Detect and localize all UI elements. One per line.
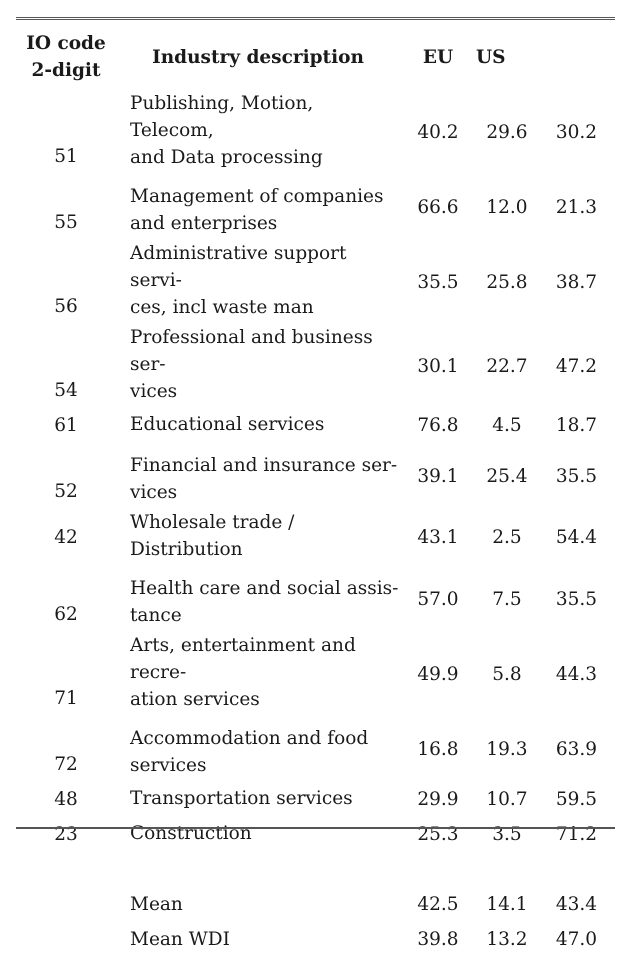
- header-other: [538, 24, 615, 90]
- industry-description-line1: Health care and social assis-: [130, 578, 399, 599]
- summary-row: [16, 922, 615, 957]
- us-value-cell: 29.6: [486, 121, 528, 143]
- io-code-cell: 56: [54, 296, 78, 317]
- spacer-cell: [16, 852, 116, 887]
- industry-description-line1: Transportation services: [130, 787, 353, 809]
- spacer-cell: [400, 852, 476, 887]
- industry-description-line1: Accommodation and food: [130, 728, 369, 749]
- table-row: [16, 240, 615, 324]
- table-bottom-rule: [16, 827, 615, 829]
- us-value-cell: 22.7: [486, 355, 528, 377]
- eu-value-cell: 35.5: [417, 271, 459, 293]
- industry-description-line1: Administrative support servi-: [130, 243, 347, 291]
- io-code-cell: 61: [54, 415, 78, 436]
- table-top-rule: [16, 17, 615, 20]
- industry-description-line1: Publishing, Motion, Telecom,: [130, 93, 314, 141]
- io-code-cell: 52: [54, 481, 78, 502]
- industry-table: [16, 24, 615, 957]
- industry-description-cell: [116, 240, 400, 324]
- io-code-cell: 51: [54, 146, 78, 167]
- industry-description-cell: [116, 566, 400, 632]
- table-row: [16, 782, 615, 817]
- industry-description-cell: [116, 509, 400, 566]
- eu-value-cell: 40.2: [417, 121, 459, 143]
- industry-description-cell: [116, 817, 400, 852]
- other-value-cell: 54.4: [555, 527, 598, 548]
- us-value-cell: 3.5: [492, 824, 522, 845]
- industry-description-line1: Management of companies: [130, 186, 384, 207]
- industry-description-line1: Wholesale trade / Distribution: [130, 512, 295, 560]
- industry-description-line2: and Data processing: [130, 147, 323, 168]
- other-value-cell: 71.2: [555, 824, 598, 845]
- other-value-cell: 38.7: [555, 271, 598, 293]
- table-row: [16, 443, 615, 509]
- spacer-row: [16, 852, 615, 887]
- other-value-cell: 35.5: [555, 465, 598, 487]
- spacer-cell: [116, 852, 400, 887]
- industry-description-line1: Arts, entertainment and recre-: [130, 635, 356, 683]
- industry-description-line1: Professional and business ser-: [130, 327, 373, 375]
- table-row: [16, 716, 615, 782]
- us-value-cell: 25.8: [486, 271, 528, 293]
- summary-other-value-cell: 43.4: [555, 894, 598, 915]
- industry-description-cell: [116, 90, 400, 174]
- header-io-code-line1: IO code: [26, 33, 106, 54]
- eu-value-cell: 43.1: [417, 527, 459, 548]
- other-value-cell: 59.5: [555, 789, 598, 810]
- io-code-cell: 62: [54, 604, 78, 625]
- us-value-cell: 25.4: [486, 465, 528, 487]
- summary-other-value-cell: 47.0: [555, 929, 598, 950]
- industry-description-cell: [116, 716, 400, 782]
- summary-label-cell: Mean: [130, 894, 183, 915]
- table-row: [16, 90, 615, 174]
- summary-eu-value-cell: 42.5: [417, 894, 459, 915]
- io-code-cell: 42: [54, 527, 78, 548]
- summary-us-value-cell: 13.2: [486, 929, 528, 950]
- industry-description-cell: [116, 324, 400, 408]
- summary-row: [16, 887, 615, 922]
- spacer-cell: [538, 852, 615, 887]
- header-eu: EU: [422, 46, 454, 68]
- industry-description-line2: and enterprises: [130, 213, 278, 234]
- header-us: US: [476, 46, 506, 68]
- table-row: [16, 817, 615, 852]
- eu-value-cell: 16.8: [417, 738, 459, 760]
- eu-value-cell: 57.0: [417, 588, 459, 610]
- table-row: [16, 632, 615, 716]
- eu-value-cell: 39.1: [417, 465, 459, 487]
- industry-description-line1: Construction: [130, 822, 252, 844]
- eu-value-cell: 66.6: [417, 196, 459, 218]
- table-row: [16, 324, 615, 408]
- table-row: [16, 174, 615, 240]
- industry-description-cell: [116, 782, 400, 817]
- table-row: [16, 566, 615, 632]
- io-code-cell: 48: [54, 789, 78, 810]
- eu-value-cell: 30.1: [417, 355, 459, 377]
- eu-value-cell: 76.8: [417, 415, 459, 436]
- us-value-cell: 10.7: [486, 789, 528, 810]
- io-code-cell: 55: [54, 212, 78, 233]
- summary-code-cell: [16, 887, 116, 922]
- eu-value-cell: 25.3: [417, 824, 459, 845]
- industry-description-line2: vices: [130, 482, 178, 503]
- io-code-cell: 23: [54, 824, 78, 845]
- industry-description-cell: [116, 632, 400, 716]
- io-code-cell: 54: [54, 380, 78, 401]
- spacer-cell: [476, 852, 538, 887]
- industry-description-line2: ces, incl waste man: [130, 297, 314, 318]
- summary-us-value-cell: 14.1: [486, 894, 528, 915]
- eu-value-cell: 49.9: [417, 663, 459, 685]
- other-value-cell: 30.2: [555, 121, 598, 143]
- other-value-cell: 21.3: [555, 196, 598, 218]
- header-industry-description: Industry description: [152, 46, 364, 68]
- industry-description-line1: Financial and insurance ser-: [130, 455, 398, 476]
- eu-value-cell: 29.9: [417, 789, 459, 810]
- industry-description-line2: services: [130, 755, 207, 776]
- us-value-cell: 12.0: [486, 196, 528, 218]
- summary-eu-value-cell: 39.8: [417, 929, 459, 950]
- industry-description-line2: tance: [130, 605, 182, 626]
- us-value-cell: 5.8: [492, 663, 522, 685]
- summary-code-cell: [16, 922, 116, 957]
- table-header: [16, 24, 615, 90]
- industry-description-cell: [116, 443, 400, 509]
- us-value-cell: 7.5: [492, 588, 522, 610]
- io-code-cell: 72: [54, 754, 78, 775]
- table-row: [16, 509, 615, 566]
- io-code-cell: 71: [54, 688, 78, 709]
- other-value-cell: 18.7: [555, 415, 598, 436]
- industry-description-line2: ation services: [130, 689, 260, 710]
- us-value-cell: 2.5: [492, 527, 522, 548]
- other-value-cell: 35.5: [555, 588, 598, 610]
- header-io-code-line2: 2-digit: [31, 60, 101, 81]
- industry-description-cell: [116, 408, 400, 443]
- us-value-cell: 19.3: [486, 738, 528, 760]
- other-value-cell: 47.2: [555, 355, 598, 377]
- other-value-cell: 44.3: [555, 663, 598, 685]
- header-io-code: [16, 24, 116, 90]
- other-value-cell: 63.9: [555, 738, 598, 760]
- industry-description-line1: Educational services: [130, 413, 325, 435]
- us-value-cell: 4.5: [492, 415, 522, 436]
- summary-label-cell: Mean WDI: [130, 929, 230, 950]
- table-row: [16, 408, 615, 443]
- industry-description-cell: [116, 174, 400, 240]
- industry-description-line2: vices: [130, 381, 178, 402]
